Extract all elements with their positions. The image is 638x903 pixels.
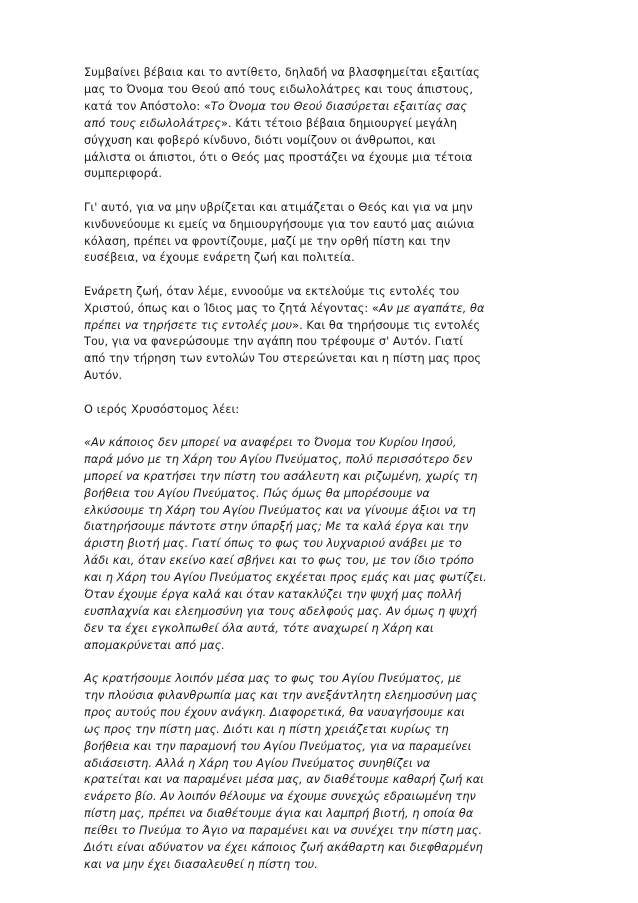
document-page xyxy=(84,65,554,874)
text-segment: Ο ιερός Χρυσόστομος λέει: xyxy=(84,402,240,416)
text-line xyxy=(84,318,554,335)
text-line xyxy=(84,823,554,840)
italic-text-segment: μπορεί να κρατήσει την πίστη του ασάλευτη και ριζωμένη, χωρίς τη xyxy=(84,469,478,483)
text-segment: Συμβαίνει βέβαια και το αντίθετο, δηλαδή να βλασφημείται εξαιτίας xyxy=(84,66,480,79)
italic-text-segment: διατηρήσουμε πάντοτε στην ύπαρξή μας; Με τα καλά έργα και την xyxy=(84,520,469,534)
text-line xyxy=(84,452,554,469)
text-line xyxy=(84,486,554,503)
text-line xyxy=(84,536,554,553)
text-line xyxy=(84,503,554,520)
text-segment: από την τήρηση των εντολών Του στερεώνεται και η πίστη μας προς xyxy=(84,352,482,366)
text-line xyxy=(84,334,554,351)
italic-text-segment: Ας κρατήσουμε λοιπόν μέσα μας το φως του Αγίου Πνεύματος, με xyxy=(84,672,462,686)
text-segment: σύγχυση και φοβερό κίνδυνο, διότι νομίζουν οι άνθρωποι, και xyxy=(84,133,436,147)
text-line xyxy=(84,688,554,705)
text-line xyxy=(84,722,554,739)
text-segment: μας το Όνομα του Θεού από τους ειδωλολάτρες και τους άπιστους, xyxy=(84,82,474,96)
text-line xyxy=(84,604,554,621)
paragraph-2 xyxy=(84,200,554,268)
italic-text-segment: την πλούσια φιλανθρωπία μας και την ανεξάντλητη ελεημοσύνη μας xyxy=(84,688,478,702)
text-line xyxy=(84,772,554,789)
text-segment: κινδυνεύουμε κι εμείς να δημιουργήσουμε για τον εαυτό μας αιώνια xyxy=(84,217,475,231)
italic-text-segment: λάδι και, όταν εκείνο καεί σβήνει και το φως του, με τον ίδιο τρόπο xyxy=(84,554,475,568)
text-line xyxy=(84,671,554,688)
text-line xyxy=(84,200,554,217)
text-segment: Αυτόν. xyxy=(84,369,123,383)
text-line xyxy=(84,99,554,116)
text-line xyxy=(84,82,554,99)
paragraph-6 xyxy=(84,671,554,874)
text-line xyxy=(84,739,554,756)
italic-text-segment: ενάρετο βίο. Αν λοιπόν θέλουμε να έχουμε συνεχώς εδραιωμένη την xyxy=(84,790,476,804)
text-line xyxy=(84,519,554,536)
italic-text-segment: παρά μόνο με τη Χάρη του Αγίου Πνεύματος, πολύ περισσότερο δεν xyxy=(84,452,473,466)
italic-text-segment: ελκύσουμε τη Χάρη του Αγίου Πνεύματος και να γίνουμε άξιοι να τη xyxy=(84,503,476,517)
text-line xyxy=(84,284,554,301)
text-line xyxy=(84,250,554,267)
italic-text-segment: βοήθεια του Αγίου Πνεύματος. Πώς όμως θα μπορέσουμε να xyxy=(84,486,430,500)
italic-text-segment: απομακρύνεται από μας. xyxy=(84,638,225,652)
text-line xyxy=(84,402,554,419)
italic-text-segment: Αν με αγαπάτε, θα xyxy=(378,301,485,315)
paragraph-4 xyxy=(84,402,554,419)
text-line xyxy=(84,806,554,823)
text-line xyxy=(84,840,554,857)
italic-text-segment: ευσπλαχνία και ελεημοσύνη για τους αδελφούς μας. Αν όμως η ψυχή xyxy=(84,604,477,618)
italic-text-segment: δεν τα έχει εγκολπωθεί όλα αυτά, τότε αναχωρεί η Χάρη και xyxy=(84,621,434,635)
text-line xyxy=(84,133,554,150)
paragraph-3 xyxy=(84,284,554,385)
text-line xyxy=(84,217,554,234)
italic-text-segment: κρατείται και να παραμένει μέσα μας, αν διαθέτουμε καθαρή ζωή και xyxy=(84,773,485,787)
text-line xyxy=(84,166,554,183)
text-segment: Γι' αυτό, για να μην υβρίζεται και ατιμάζεται ο Θεός και για να μην xyxy=(84,200,473,214)
text-segment: ». Και θα τηρήσουμε τις εντολές xyxy=(292,318,481,332)
text-segment: Ενάρετη ζωή, όταν λέμε, εννοούμε να εκτελούμε τις εντολές του xyxy=(84,284,460,298)
text-line xyxy=(84,621,554,638)
text-segment: Χριστού, όπως και ο Ίδιος μας το ζητά λέγοντας: « xyxy=(84,301,379,315)
text-line xyxy=(84,553,554,570)
paragraph-1 xyxy=(84,65,554,183)
text-line xyxy=(84,789,554,806)
italic-text-segment: βοήθεια και την παραμονή του Αγίου Πνεύματος, για να παραμείνει xyxy=(84,739,472,753)
text-segment: κόλαση, πρέπει να φροντίζουμε, μαζί με την ορθή πίστη και την xyxy=(84,234,451,248)
text-segment: ». Κάτι τέτοιο βέβαια δημιουργεί μεγάλη xyxy=(221,116,458,130)
italic-text-segment: πρέπει να τηρήσετε τις εντολές μου xyxy=(84,318,293,332)
text-segment: Του, για να φανερώσουμε την αγάπη που τρέφουμε σ' Αυτόν. Γιατί xyxy=(84,335,464,349)
text-line xyxy=(84,234,554,251)
text-line xyxy=(84,587,554,604)
italic-text-segment: προς αυτούς που έχουν ανάγκη. Διαφορετικά, θα ναυαγήσουμε και xyxy=(84,705,465,719)
text-line xyxy=(84,756,554,773)
text-line xyxy=(84,638,554,655)
text-line xyxy=(84,65,554,82)
text-line xyxy=(84,435,554,452)
italic-text-segment: και η Χάρη του Αγίου Πνεύματος εκχέεται προς εμάς και μας φωτίζει. xyxy=(84,571,487,585)
italic-text-segment: ως προς την πίστη μας. Διότι και η πίστη χρειάζεται κυρίως τη xyxy=(84,722,449,736)
text-line xyxy=(84,857,554,874)
italic-text-segment: Όταν έχουμε έργα καλά και όταν κατακλύζει την ψυχή μας πολλή xyxy=(84,588,462,602)
text-segment: συμπεριφορά. xyxy=(84,167,162,181)
text-line xyxy=(84,351,554,368)
text-line xyxy=(84,469,554,486)
italic-text-segment: Διότι είναι αδύνατον να έχει κάποιος ζωή ακάθαρτη και διεφθαρμένη xyxy=(84,841,483,855)
text-segment: κατά τον Απόστολο: « xyxy=(84,99,211,113)
paragraph-5 xyxy=(84,435,554,655)
text-segment: μάλιστα οι άπιστοι, ότι ο Θεός μας προστάζει να έχουμε μια τέτοια xyxy=(84,150,473,164)
italic-text-segment: Το Όνομα του Θεού διασύρεται εξαιτίας σας xyxy=(210,99,468,113)
text-line xyxy=(84,150,554,167)
italic-text-segment: πίστη μας, πρέπει να διαθέτουμε άγια και λαμπρή βιοτή, η οποία θα xyxy=(84,807,474,821)
italic-text-segment: από τους ειδωλολάτρες xyxy=(84,116,222,130)
italic-text-segment: αδιάσειστη. Αλλά η Χάρη του Αγίου Πνεύματος συνηθίζει να xyxy=(84,756,431,770)
italic-text-segment: «Αν κάποιος δεν μπορεί να αναφέρει το Όνομα του Κυρίου Ιησού, xyxy=(84,435,457,449)
text-segment: ευσέβεια, να έχουμε ενάρετη ζωή και πολιτεία. xyxy=(84,251,355,265)
text-line xyxy=(84,705,554,722)
text-line xyxy=(84,570,554,587)
italic-text-segment: πείθει το Πνεύμα το Άγιο να παραμένει και να συνέχει την πίστη μας. xyxy=(84,824,483,838)
text-line xyxy=(84,301,554,318)
italic-text-segment: και να μην έχει διασαλευθεί η πίστη του. xyxy=(84,858,318,872)
italic-text-segment: άριστη βιοτή μας. Γιατί όπως το φως του λυχναριού ανάβει με το xyxy=(84,537,462,551)
text-line xyxy=(84,116,554,133)
text-line xyxy=(84,368,554,385)
